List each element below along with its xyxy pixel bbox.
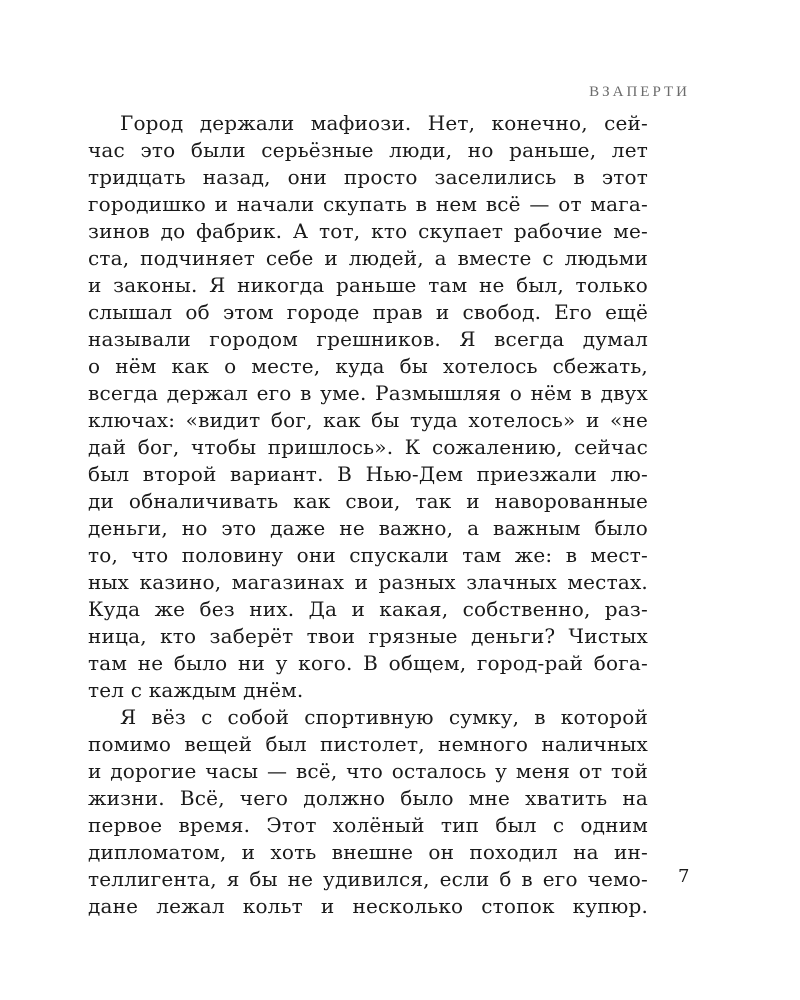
paragraph-2-line-3: и дорогие часы — всё, что осталось у меня от той	[88, 759, 648, 783]
paragraph-1-line-22: тел с каждым днём.	[88, 678, 304, 702]
paragraph-1-line-10: о нём как о месте, куда бы хотелось сбежать,	[88, 354, 648, 378]
paragraph-1-line-8: слышал об этом городе прав и свобод. Его ещё	[88, 300, 648, 324]
paragraph-2-line-2: помимо вещей был пистолет, немного наличных	[88, 732, 648, 756]
paragraph-1-line-7: и законы. Я никогда раньше там не был, только	[88, 273, 648, 297]
paragraph-1-line-3: тридцать назад, они просто заселились в этот	[88, 165, 648, 189]
paragraph-1-line-19: Куда же без них. Да и какая, собственно, раз-	[88, 597, 648, 621]
paragraph-2-line-4: жизни. Всё, чего должно было мне хватить на	[88, 786, 648, 810]
paragraph-2-line-7: теллигента, я бы не удивился, если б в его чемо-	[88, 867, 648, 891]
page-number: 7	[678, 866, 690, 887]
paragraph-1-line-9: называли городом грешников. Я всегда думал	[88, 327, 648, 351]
paragraph-1-line-17: то, что половину они спускали там же: в мест-	[88, 543, 648, 567]
paragraph-2-line-8: дане лежал кольт и несколько стопок купюр.	[88, 894, 648, 918]
paragraph-1-line-11: всегда держал его в уме. Размышляя о нём в двух	[88, 381, 648, 405]
paragraph-2-line-6: дипломатом, и хоть внешне он походил на ин-	[88, 840, 648, 864]
paragraph-1-line-20: ница, кто заберёт твои грязные деньги? Чистых	[88, 624, 648, 648]
paragraph-1-line-6: ста, подчиняет себе и людей, а вместе с людьми	[88, 246, 648, 270]
paragraph-1-line-12: ключах: «видит бог, как бы туда хотелось» и «не	[88, 408, 648, 432]
paragraph-1-line-15: ди обналичивать как свои, так и наворованные	[88, 489, 648, 513]
paragraph-1-line-1: Город держали мафиози. Нет, конечно, сей-	[120, 111, 648, 135]
paragraph-1-line-13: дай бог, чтобы пришлось». К сожалению, сейчас	[88, 435, 648, 459]
paragraph-1-line-21: там не было ни у кого. В общем, город-рай бога-	[88, 651, 648, 675]
paragraph-2-line-1: Я вёз с собой спортивную сумку, в которой	[120, 705, 648, 729]
paragraph-2-line-5: первое время. Этот холёный тип был с одним	[88, 813, 648, 837]
paragraph-1-line-14: был второй вариант. В Нью-Дем приезжали лю-	[88, 462, 648, 486]
paragraph-1-line-4: городишко и начали скупать в нем всё — от мага-	[88, 192, 648, 216]
running-head: ВЗАПЕРТИ	[589, 84, 690, 100]
paragraph-1-line-18: ных казино, магазинах и разных злачных местах.	[88, 570, 648, 594]
body-text	[88, 110, 648, 920]
paragraph-1-line-5: зинов до фабрик. А тот, кто скупает рабочие ме-	[88, 219, 648, 243]
paragraph-1-line-2: час это были серьёзные люди, но раньше, лет	[88, 138, 648, 162]
paragraph-1-line-16: деньги, но это даже не важно, а важным было	[88, 516, 648, 540]
